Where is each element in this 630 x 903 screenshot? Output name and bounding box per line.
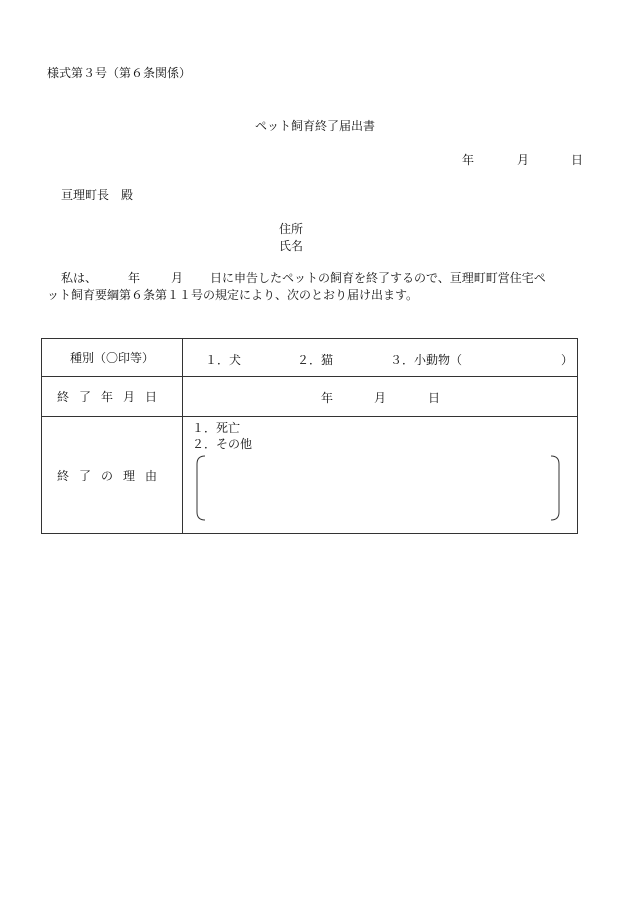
- date-month-label: 月: [517, 153, 530, 167]
- reason-cell: [183, 417, 578, 534]
- other-reason-bracket: [195, 455, 561, 521]
- end-date-cell: [183, 377, 578, 417]
- kind-option-close-paren: ）: [561, 353, 574, 367]
- body-prefix: 私は、: [61, 271, 98, 285]
- document-title: ペット飼育終了届出書: [254, 119, 375, 133]
- end-day-label: 日: [428, 391, 441, 405]
- table-row-reason: [42, 417, 578, 534]
- body-line2: ット飼育要綱第６条第１１号の規定により、次のとおり届け出ます。: [47, 288, 419, 302]
- kind-option-cat: ２．猫: [297, 353, 334, 367]
- end-year-label: 年: [321, 391, 334, 405]
- end-date-label: 終了年月日: [42, 377, 183, 417]
- bracket-icon: [195, 455, 561, 521]
- name-label: 氏名: [279, 239, 304, 253]
- reason-label: 終了の理由: [42, 417, 183, 534]
- reason-death: １．死亡: [192, 421, 241, 435]
- body-line1-rest: 日に申告したペットの飼育を終了するので、亘理町町営住宅ペ: [210, 271, 546, 285]
- body-year-label: 年: [128, 271, 141, 285]
- end-month-label: 月: [374, 391, 387, 405]
- notice-table: [41, 338, 578, 534]
- form-number: 様式第３号（第６条関係）: [47, 66, 192, 80]
- reason-other: ２．その他: [192, 437, 253, 451]
- body-paragraph: [47, 270, 583, 304]
- table-row-kind: [42, 339, 578, 377]
- kind-label: 種別（〇印等）: [42, 339, 183, 377]
- addressee: 亘理町長 殿: [61, 188, 134, 202]
- kind-options-cell: [183, 339, 578, 377]
- body-month-label: 月: [171, 271, 184, 285]
- date-day-label: 日: [571, 153, 584, 167]
- address-label: 住所: [279, 222, 304, 236]
- date-year-label: 年: [462, 153, 475, 167]
- kind-option-small-animal: ３．小動物（: [390, 353, 463, 367]
- table-row-end-date: [42, 377, 578, 417]
- kind-option-dog: １．犬: [205, 353, 242, 367]
